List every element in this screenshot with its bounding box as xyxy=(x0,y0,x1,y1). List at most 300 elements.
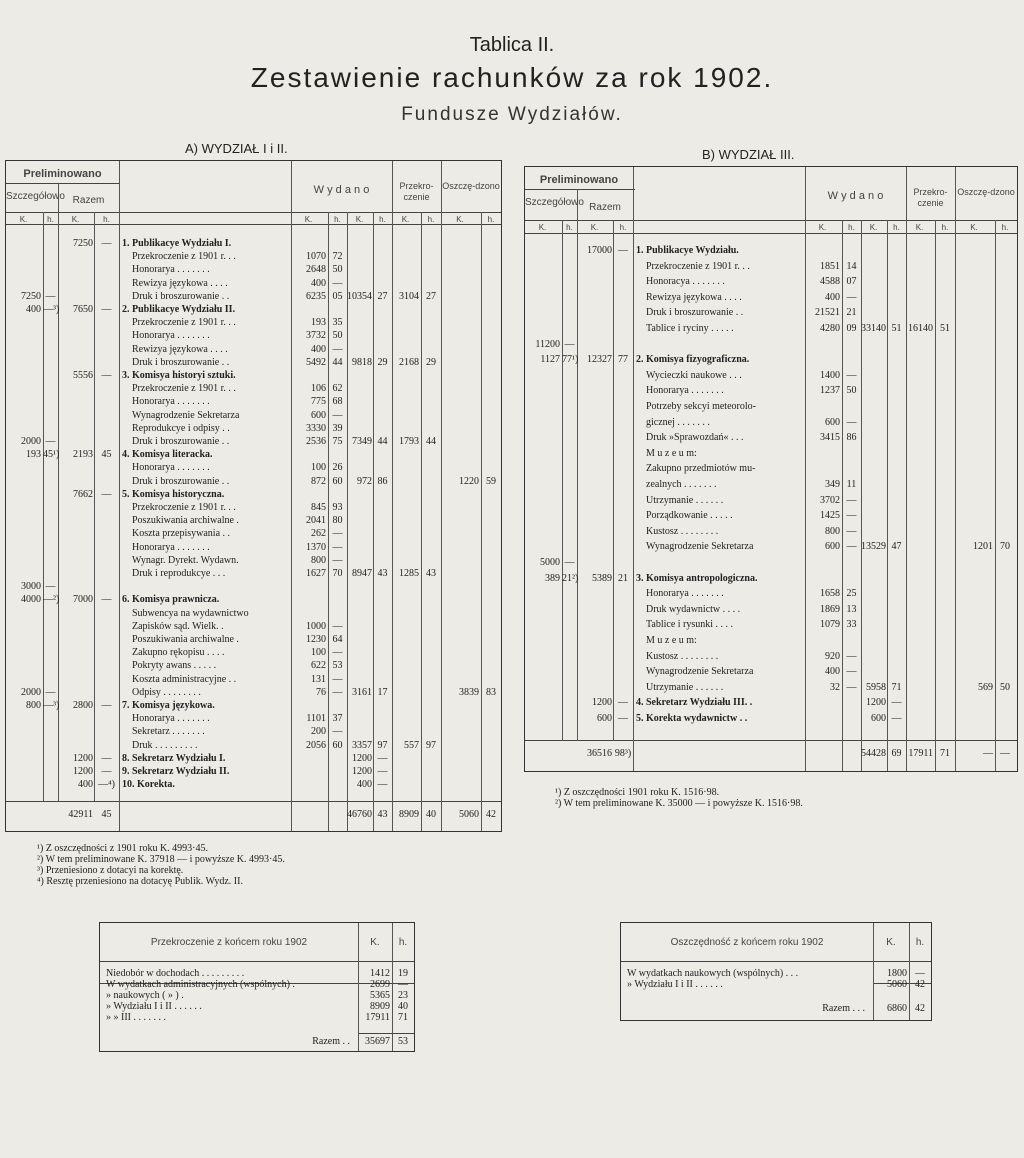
item-description: Zakupno rękopisu . . . . xyxy=(132,647,225,659)
prelim-header: Preliminowano xyxy=(23,168,102,180)
prelim-total-heller: 45 xyxy=(101,449,112,461)
spent-item-kronen: 1230 xyxy=(306,634,326,645)
item-description: Przekroczenie z 1901 r. . . xyxy=(132,317,236,329)
savings-heller: 50 xyxy=(1000,681,1010,693)
overrun-heller: 40 xyxy=(426,809,436,820)
spent-item-kronen: 4280 xyxy=(820,323,840,334)
spent-item-kronen: 845 xyxy=(311,502,326,513)
prelim-total-heller: 21 xyxy=(618,572,628,584)
spent-item-kronen: 400 xyxy=(311,277,326,289)
prelim-total-heller: — xyxy=(101,370,112,381)
oszczedzono-header: Oszczę-dzono xyxy=(442,181,500,191)
spent-item-heller: 44 xyxy=(332,356,343,368)
footnote: ¹) Z oszczędności z 1901 roku K. 4993·45. xyxy=(37,843,209,854)
prelim-detail-kronen: 11200 xyxy=(535,338,560,350)
spent-item-kronen: 3330 xyxy=(306,422,326,434)
prelim-detail-heller: 45¹) xyxy=(43,449,60,461)
savings-kronen: — xyxy=(983,748,993,759)
spent-total-heller: 44 xyxy=(377,436,388,447)
item-description: 10. Korekta. xyxy=(122,779,175,791)
box-row-heller: — xyxy=(398,979,408,990)
overrun-kronen: 2168 xyxy=(399,356,419,368)
prelim-detail-heller: — xyxy=(564,557,575,568)
overrun-kronen: 16140 xyxy=(908,323,933,334)
prelim-total-kronen: 600 xyxy=(597,713,612,724)
prelim-total-kronen: 2800 xyxy=(73,700,93,711)
sum-heller: 42 xyxy=(915,1003,925,1014)
spent-item-kronen: 3702 xyxy=(820,494,840,506)
spent-item-kronen: 6235 xyxy=(306,290,326,302)
spent-item-kronen: 5492 xyxy=(306,356,326,368)
spent-total-heller: 69 xyxy=(891,748,902,759)
spent-item-heller: 25 xyxy=(846,588,857,600)
unit-k-header: K. xyxy=(401,215,410,224)
item-description: Honorarya . . . . . . . xyxy=(132,330,210,342)
spent-item-heller: 93 xyxy=(332,502,343,513)
footnote: ²) W tem preliminowane K. 35000 — i powyższe K. 1516·98. xyxy=(555,798,803,809)
item-description: Wynagr. Dyrekt. Wydawn. xyxy=(132,554,239,566)
h-header: h. xyxy=(915,937,925,948)
spent-item-heller: 13 xyxy=(846,603,857,615)
box-row-label: » » III . . . . . . . xyxy=(106,1012,166,1023)
prelim-total-kronen: 1200 xyxy=(73,752,93,764)
spent-item-kronen: 2648 xyxy=(306,264,326,276)
prelim-total-kronen: 5389 xyxy=(592,572,612,584)
spent-item-kronen: 3415 xyxy=(820,432,840,444)
spent-item-heller: 60 xyxy=(332,739,343,751)
k-header: K. xyxy=(886,937,896,948)
unit-k-header: K. xyxy=(869,223,878,232)
spent-item-heller: — xyxy=(846,291,857,303)
box-row-kronen: 17911 xyxy=(365,1012,390,1023)
section-a-heading: A) WYDZIAŁ I i II. xyxy=(185,141,288,156)
spent-item-kronen: 622 xyxy=(311,660,326,672)
item-description: Utrzymanie . . . . . . xyxy=(646,494,724,506)
sum-kronen: 35697 xyxy=(365,1036,390,1047)
spent-item-heller: — xyxy=(332,409,343,421)
przekroczenie-header: Przekro-czenie xyxy=(913,187,948,208)
wydano-header: W y d a n o xyxy=(827,190,884,202)
k-header: K. xyxy=(370,937,380,948)
spent-item-heller: 37 xyxy=(332,713,343,725)
spent-total-kronen: 1200 xyxy=(352,766,372,777)
item-description: Porządkowanie . . . . . xyxy=(646,510,733,522)
spent-total-heller: 17 xyxy=(377,686,388,698)
prelim-detail-kronen: 3000 xyxy=(21,581,41,593)
prelim-detail-kronen: 400 xyxy=(26,304,41,315)
spent-item-heller: 60 xyxy=(332,475,343,487)
prelim-detail-kronen: 2000 xyxy=(21,436,41,447)
spent-item-kronen: 100 xyxy=(311,647,326,659)
prelim-total-heller: — xyxy=(101,700,112,711)
spent-item-kronen: 600 xyxy=(825,541,840,553)
prelim-detail-kronen: 2000 xyxy=(21,686,41,698)
item-description: 3. Komisya historyi sztuki. xyxy=(122,370,236,381)
spent-total-heller: 51 xyxy=(891,323,902,334)
prelim-detail-heller: — xyxy=(45,290,56,302)
prelim-detail-heller: —²) xyxy=(43,594,60,606)
prelim-detail-kronen: 1127 xyxy=(540,354,560,366)
spent-item-kronen: 76 xyxy=(316,686,326,698)
spent-item-heller: 39 xyxy=(332,422,343,434)
box-row-label: Niedobór w dochodach . . . . . . . . . xyxy=(106,968,245,979)
wydano-header: W y d a n o xyxy=(313,184,370,196)
savings-kronen: 3839 xyxy=(459,686,479,698)
spent-item-heller: 53 xyxy=(332,660,343,672)
item-description: Honorarya . . . . . . . xyxy=(132,264,210,276)
spent-item-kronen: 600 xyxy=(825,416,840,428)
prelim-total-kronen: 17000 xyxy=(587,245,612,256)
footnote: ¹) Z oszczędności 1901 roku K. 1516·98. xyxy=(555,787,720,798)
spent-total-heller: 86 xyxy=(377,475,388,487)
prelim-detail-heller: — xyxy=(564,338,575,350)
overrun-heller: 97 xyxy=(426,739,436,751)
item-description: Druk i broszurowanie . . xyxy=(132,436,230,447)
spent-total-kronen: 600 xyxy=(871,713,886,724)
unit-k-header: K. xyxy=(590,223,599,232)
item-description: Przekroczenie z 1901 r. . . xyxy=(132,502,236,513)
savings-heller: 70 xyxy=(1000,541,1010,553)
spent-total-kronen: 5958 xyxy=(866,681,886,693)
item-description: Sekretarz . . . . . . . xyxy=(132,726,205,738)
item-description: Reprodukcye i odpisy . . xyxy=(132,422,230,434)
spent-item-heller: — xyxy=(332,620,343,632)
item-description: Kustosz . . . . . . . . xyxy=(646,525,719,537)
prelim-total-heller: — xyxy=(618,713,628,724)
spent-total-kronen: 1200 xyxy=(866,697,886,709)
unit-k-header: K. xyxy=(456,215,464,224)
spent-item-kronen: 1627 xyxy=(306,568,326,579)
spent-item-heller: — xyxy=(332,528,343,540)
item-description: Odpisy . . . . . . . . xyxy=(132,686,201,698)
item-description: 2. Komisya fizyograficzna. xyxy=(636,354,750,366)
spent-item-heller: — xyxy=(332,277,343,289)
item-description: Pokryty awans . . . . . xyxy=(132,660,217,672)
item-description: Honorarya . . . . . . . xyxy=(646,385,724,397)
table-number: Tablica II. xyxy=(469,34,555,56)
spent-item-heller: — xyxy=(846,650,857,662)
item-description: Rewizya językowa . . . . xyxy=(646,291,742,303)
unit-h-header: h. xyxy=(334,215,341,224)
spent-item-heller: — xyxy=(846,416,857,428)
prelim-detail-kronen: 193 xyxy=(26,449,41,461)
box-row-heller: — xyxy=(915,968,925,979)
prelim-total-kronen: 42911 xyxy=(68,809,93,820)
spent-item-kronen: 2056 xyxy=(306,739,326,751)
page-title: Zestawienie rachunków za rok 1902. xyxy=(250,62,774,93)
unit-k-header: K. xyxy=(818,223,827,232)
item-description: Przekroczenie z 1901 r. . . xyxy=(132,251,236,263)
item-description: Zakupno przedmiotów mu- xyxy=(646,463,756,475)
spent-item-kronen: 193 xyxy=(311,317,326,329)
spent-item-heller: — xyxy=(846,541,857,553)
spent-item-heller: — xyxy=(332,541,343,553)
sum-kronen: 6860 xyxy=(887,1003,907,1014)
prelim-total-heller: 77 xyxy=(618,354,628,366)
spent-item-heller: 80 xyxy=(332,515,343,527)
spent-item-kronen: 32 xyxy=(830,681,840,693)
unit-h-header: h. xyxy=(47,215,54,224)
unit-k-header: K. xyxy=(71,215,80,224)
item-description: 6. Komisya prawnicza. xyxy=(122,594,220,606)
spent-item-heller: — xyxy=(332,686,343,698)
prelim-total-kronen: 7662 xyxy=(73,488,93,500)
prelim-detail-kronen: 800 xyxy=(26,700,41,711)
unit-k-header: K. xyxy=(970,223,978,232)
prelim-detail-heller: 77¹) xyxy=(562,354,579,366)
spent-total-kronen: 3161 xyxy=(352,686,372,698)
spent-item-kronen: 1869 xyxy=(820,603,840,615)
spent-total-kronen: 400 xyxy=(357,779,372,791)
spent-total-kronen: 46760 xyxy=(347,809,372,820)
unit-h-header: h. xyxy=(487,215,495,224)
footnote: ³) Przeniesiono z dotacyi na korektę. xyxy=(37,865,184,876)
item-description: 5. Komisya historyczna. xyxy=(122,488,225,500)
prelim-total-heller: 98³) xyxy=(614,748,632,759)
spent-total-kronen: 3357 xyxy=(352,739,372,751)
item-description: 4. Sekretarz Wydziału III. . xyxy=(636,697,753,709)
box-row-kronen: 5365 xyxy=(370,990,390,1001)
spent-item-kronen: 131 xyxy=(311,673,326,685)
spent-item-heller: 62 xyxy=(332,383,343,395)
prelim-total-heller: — xyxy=(618,697,628,709)
spent-item-kronen: 800 xyxy=(311,554,326,566)
footnotes-a xyxy=(37,843,285,887)
spent-total-heller: — xyxy=(377,766,388,777)
spent-item-heller: 86 xyxy=(846,432,857,444)
spent-item-kronen: 1237 xyxy=(820,385,840,397)
spent-item-heller: 72 xyxy=(332,251,343,263)
box-row-kronen: 8909 xyxy=(370,1001,390,1012)
box-row-heller: 42 xyxy=(915,979,925,990)
item-description: 5. Korekta wydawnictw . . xyxy=(636,713,748,724)
item-description: Kustosz . . . . . . . . xyxy=(646,650,719,662)
item-description: 3. Komisya antropologiczna. xyxy=(636,572,758,584)
prelim-detail-heller: —³) xyxy=(43,304,60,315)
box-title: Oszczędność z końcem roku 1902 xyxy=(670,937,824,948)
item-description: Przekroczenie z 1901 r. . . xyxy=(132,383,236,395)
unit-h-header: h. xyxy=(103,215,110,224)
spent-total-heller: 47 xyxy=(891,541,902,553)
item-description: Wynagrodzenie Sekretarza xyxy=(132,409,240,421)
szczegolowo-header: Szczegółowo xyxy=(525,197,584,208)
box-row-heller: 40 xyxy=(398,1001,408,1012)
spent-item-kronen: 872 xyxy=(311,475,326,487)
spent-total-kronen: 54428 xyxy=(861,748,886,759)
item-description: Druk wydawnictw . . . . xyxy=(646,603,741,615)
item-description: 1. Publikacye Wydziału I. xyxy=(122,238,232,249)
item-description: 4. Komisya literacka. xyxy=(122,449,213,461)
prelim-total-kronen: 7250 xyxy=(73,238,93,249)
prelim-total-kronen: 1200 xyxy=(73,766,93,777)
spent-total-kronen: 9818 xyxy=(352,356,372,368)
item-description: 2. Publikacye Wydziału II. xyxy=(122,304,236,315)
prelim-total-kronen: 1200 xyxy=(592,697,612,709)
prelim-detail-heller: — xyxy=(45,686,56,698)
razem-header: Razem xyxy=(589,202,621,213)
unit-k-header: K. xyxy=(355,215,364,224)
box-row-kronen: 1800 xyxy=(887,968,907,979)
savings-kronen: 5060 xyxy=(459,809,479,820)
sum-label: Razem . . xyxy=(312,1036,350,1047)
item-description: 9. Sekretarz Wydziału II. xyxy=(122,766,230,777)
spent-item-heller: — xyxy=(846,494,857,506)
savings-kronen: 1201 xyxy=(973,541,993,553)
spent-item-heller: 35 xyxy=(332,317,343,329)
item-description: Druk i broszurowanie . . xyxy=(646,307,744,319)
spent-item-kronen: 1400 xyxy=(820,369,840,381)
prelim-total-heller: — xyxy=(618,245,628,256)
prelim-total-heller: — xyxy=(101,304,112,315)
box-row-kronen: 1412 xyxy=(370,968,390,979)
box-row-label: W wydatkach naukowych (wspólnych) . . . xyxy=(627,968,799,979)
unit-h-header: h. xyxy=(619,223,627,232)
overrun-kronen: 8909 xyxy=(399,809,419,820)
overrun-heller: 43 xyxy=(426,568,436,579)
spent-item-kronen: 1000 xyxy=(306,620,326,632)
item-description: gicznej . . . . . . . xyxy=(646,416,710,428)
spent-item-kronen: 106 xyxy=(311,383,326,395)
item-description: Poszukiwania archiwalne . xyxy=(132,634,239,645)
prelim-total-heller: 45 xyxy=(101,809,112,820)
oszczedzono-header: Oszczę-dzono xyxy=(957,187,1015,197)
spent-item-kronen: 3732 xyxy=(306,330,326,342)
item-description: 7. Komisya językowa. xyxy=(122,700,215,711)
prelim-total-heller: — xyxy=(101,752,112,764)
spent-total-heller: 43 xyxy=(377,809,388,820)
szczegolowo-header: Szczegółowo xyxy=(6,191,65,202)
spent-item-kronen: 400 xyxy=(825,666,840,678)
item-description: Poszukiwania archiwalne . xyxy=(132,515,239,527)
item-description: Wynagrodzenie Sekretarza xyxy=(646,666,754,678)
spent-total-kronen: 13529 xyxy=(861,541,886,553)
savings-heller: 83 xyxy=(486,686,496,698)
spent-item-kronen: 775 xyxy=(311,396,326,408)
overrun-heller: 71 xyxy=(940,748,950,759)
h-header: h. xyxy=(398,937,408,948)
spent-item-kronen: 100 xyxy=(311,462,326,474)
spent-item-kronen: 400 xyxy=(311,343,326,355)
spent-item-heller: — xyxy=(332,343,343,355)
prelim-header: Preliminowano xyxy=(539,174,619,186)
spent-item-heller: — xyxy=(846,510,857,522)
spent-total-heller: 27 xyxy=(377,290,388,302)
spent-item-kronen: 262 xyxy=(311,528,326,540)
item-description: Honorarya . . . . . . . xyxy=(132,396,210,408)
spent-total-heller: 43 xyxy=(377,568,388,579)
savings-heller: 59 xyxy=(486,475,496,487)
unit-k-header: K. xyxy=(538,223,547,232)
spent-item-heller: — xyxy=(846,369,857,381)
prelim-total-heller: — xyxy=(101,238,112,249)
unit-k-header: K. xyxy=(304,215,313,224)
spent-item-heller: 50 xyxy=(846,385,857,397)
box-row-label: » naukowych ( » ) . xyxy=(106,990,184,1001)
unit-h-header: h. xyxy=(427,215,435,224)
prelim-total-heller: —⁴) xyxy=(98,779,115,791)
prelim-detail-kronen: 7250 xyxy=(21,290,41,302)
item-description: Wynagrodzenie Sekretarza xyxy=(646,541,754,553)
spent-item-kronen: 2536 xyxy=(306,436,326,447)
spent-total-kronen: 1200 xyxy=(352,752,372,764)
item-description: Rewizya językowa . . . . xyxy=(132,277,228,289)
overrun-kronen: 1793 xyxy=(399,436,419,447)
prelim-total-heller: — xyxy=(101,594,112,606)
box-row-label: » Wydziału I i II . . . . . . xyxy=(627,979,723,990)
spent-item-kronen: 1425 xyxy=(820,510,840,522)
spent-item-kronen: 349 xyxy=(825,479,840,490)
spent-item-kronen: 4588 xyxy=(820,276,840,288)
overrun-kronen: 17911 xyxy=(908,748,933,759)
spent-item-heller: — xyxy=(332,554,343,566)
savings-heller: 42 xyxy=(486,809,496,820)
spent-total-kronen: 972 xyxy=(357,475,372,487)
prelim-detail-kronen: 4000 xyxy=(21,594,41,606)
prelim-detail-heller: —³) xyxy=(43,700,60,711)
spent-item-kronen: 1070 xyxy=(306,251,326,263)
spent-item-heller: 07 xyxy=(846,276,857,288)
unit-h-header: h. xyxy=(1001,223,1009,232)
item-description: Zapisków sąd. Wielk. . xyxy=(132,620,224,632)
item-description: 1. Publikacye Wydziału. xyxy=(636,245,739,256)
savings-kronen: 569 xyxy=(978,681,993,693)
spent-total-kronen: 10354 xyxy=(347,290,372,302)
spent-item-heller: — xyxy=(846,525,857,537)
item-description: Druk . . . . . . . . . xyxy=(132,739,198,751)
prelim-total-kronen: 5556 xyxy=(73,370,93,381)
spent-item-kronen: 920 xyxy=(825,650,840,662)
section-b-heading: B) WYDZIAŁ III. xyxy=(702,147,795,162)
sum-label: Razem . . . xyxy=(822,1003,865,1014)
spent-item-kronen: 200 xyxy=(311,726,326,738)
unit-h-header: h. xyxy=(848,223,855,232)
overrun-heller: 44 xyxy=(426,436,436,447)
spent-item-kronen: 2041 xyxy=(306,515,326,527)
item-description: M u z e u m: xyxy=(646,635,697,646)
spent-item-heller: 75 xyxy=(332,436,343,447)
item-description: Przekroczenie z 1901 r. . . xyxy=(646,260,750,272)
spent-total-heller: 71 xyxy=(891,681,902,693)
spent-total-kronen: 33140 xyxy=(861,323,886,334)
item-description: Potrzeby sekcyi meteorolo- xyxy=(646,401,756,412)
box-row-kronen: 2699 xyxy=(370,979,390,990)
table-a xyxy=(5,160,502,832)
spent-item-heller: — xyxy=(846,681,857,693)
savings-kronen: 1220 xyxy=(459,475,479,487)
spent-total-heller: — xyxy=(891,713,902,724)
item-description: Tablice i ryciny . . . . . xyxy=(646,323,734,334)
spent-total-heller: 97 xyxy=(377,739,388,751)
spent-item-heller: 21 xyxy=(846,307,857,319)
spent-total-kronen: 7349 xyxy=(352,436,372,447)
spent-item-heller: 50 xyxy=(332,264,343,276)
item-description: Honorarya . . . . . . . xyxy=(646,588,724,600)
box-row-heller: 71 xyxy=(398,1012,408,1023)
spent-item-kronen: 400 xyxy=(825,291,840,303)
spent-item-heller: 70 xyxy=(332,568,343,579)
spent-item-kronen: 600 xyxy=(311,409,326,421)
sum-heller: 53 xyxy=(398,1036,408,1047)
spent-item-heller: 09 xyxy=(846,323,857,334)
prelim-detail-kronen: 389 xyxy=(545,572,560,584)
spent-item-kronen: 800 xyxy=(825,525,840,537)
box-row-heller: 19 xyxy=(398,968,408,979)
spent-total-heller: 29 xyxy=(377,356,388,368)
spent-total-heller: — xyxy=(377,752,388,764)
prelim-detail-heller: — xyxy=(45,581,56,593)
spent-item-heller: 50 xyxy=(332,330,343,342)
overrun-heller: 27 xyxy=(426,290,436,302)
